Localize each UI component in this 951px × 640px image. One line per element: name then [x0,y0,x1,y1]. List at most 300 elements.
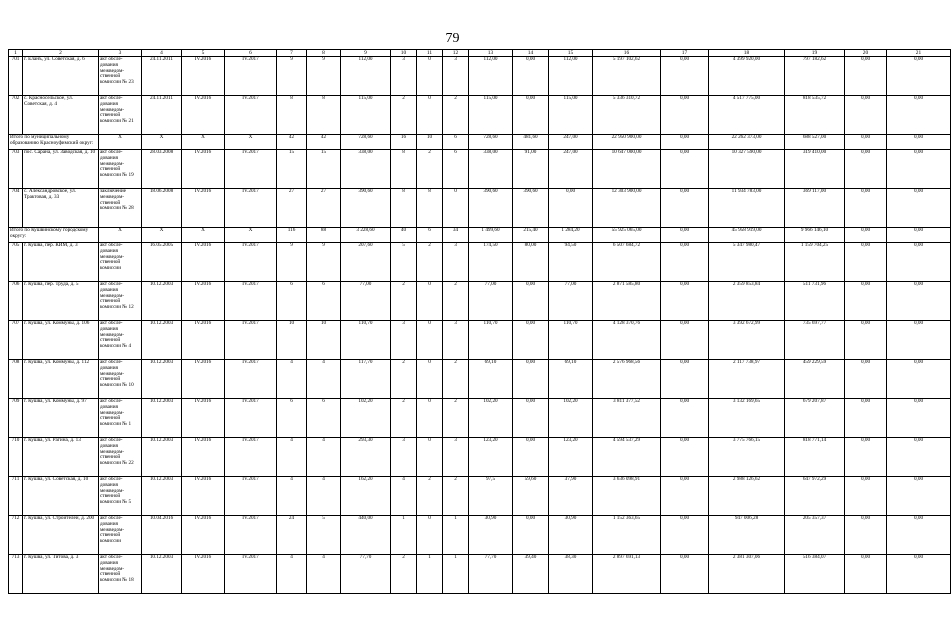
area-resettled-cell: 112,00 [469,57,513,96]
subtotal-cell: X [182,135,225,150]
cost-region-cell: 2 381 307,06 [709,555,785,594]
residents-total-cell: 8 [277,96,307,135]
document-cell: акт обсле-дования межведом-ственной комиссии № 10 [99,360,142,399]
cost-extra-cell: 0,00 [845,516,887,555]
document-date-cell: 10.12.2003 [142,399,182,438]
resettlement-register-table [8,49,951,594]
planned-end-cell: IV.2017 [225,96,277,135]
rooms-total-cell: 4 [391,477,417,516]
cost-local-cell: 319 410,00 [785,150,845,189]
residents-total-cell: 6 [277,282,307,321]
subtotal-cell: 0,00 [661,228,709,243]
area-private-cell: 80,00 [513,243,549,282]
cost-total-cell: 10 647 000,00 [593,150,661,189]
subtotal-cell: X [225,228,277,243]
cost-fund-cell: 0,00 [661,516,709,555]
address-cell: пос. Сарана, ул. Заводская, д. 10 [23,150,99,189]
area-total-cell: 112,00 [341,57,391,96]
residents-resettled-cell: 4 [307,555,341,594]
residents-total-cell: 4 [277,360,307,399]
table-row [9,189,951,228]
document-cell: акт обсле-дования межведом-ственной комиссии № 19 [99,150,142,189]
row-number: 706 [9,282,23,321]
cost-other-cell: 0,00 [887,321,951,360]
residents-resettled-cell: 8 [307,96,341,135]
table-row [9,150,951,189]
subtotal-cell: X [99,228,142,243]
column-header: 7 [277,50,307,57]
document-date-cell: 10.04.2016 [142,516,182,555]
residents-resettled-cell: 5 [307,516,341,555]
residents-resettled-cell: 27 [307,189,341,228]
table-row [9,243,951,282]
planned-start-cell: IV.2016 [182,282,225,321]
document-cell: акт обсле-дования межведом-ственной комиссии № 23 [99,57,142,96]
planned-start-cell: IV.2016 [182,243,225,282]
rooms-private-cell: 0 [417,360,443,399]
area-private-cell: 0,00 [513,321,549,360]
document-date-cell: 10.12.2003 [142,477,182,516]
area-private-cell: 59,60 [513,477,549,516]
subtotal-row [9,135,951,150]
table-row [9,96,951,135]
cost-fund-cell: 0,00 [661,321,709,360]
subtotal-cell: 0,00 [845,135,887,150]
table-row [9,321,951,360]
cost-extra-cell: 0,00 [845,555,887,594]
rooms-private-cell: 2 [417,243,443,282]
rooms-municipal-cell: 3 [443,243,469,282]
cost-region-cell: 5 347 980,47 [709,243,785,282]
address-cell: с. Красносельское, ул. Советская, д. 4 [23,96,99,135]
cost-local-cell: 511 731,96 [785,282,845,321]
cost-extra-cell: 0,00 [845,477,887,516]
cost-fund-cell: 0,00 [661,399,709,438]
subtotal-cell: 0,00 [887,228,951,243]
cost-local-cell: 679 207,87 [785,399,845,438]
column-header: 6 [225,50,277,57]
document-date-cell: 10.12.2003 [142,438,182,477]
rooms-municipal-cell: 3 [443,321,469,360]
area-resettled-cell: 338,00 [469,150,513,189]
subtotal-cell: 1 284,20 [549,228,593,243]
planned-end-cell: IV.2017 [225,555,277,594]
residents-resettled-cell: 4 [307,360,341,399]
area-resettled-cell: 77,70 [469,555,513,594]
column-header: 15 [549,50,593,57]
rooms-municipal-cell: 2 [443,360,469,399]
subtotal-cell: 6 [443,135,469,150]
cost-fund-cell: 0,00 [661,360,709,399]
row-number: 710 [9,438,23,477]
residents-resettled-cell: 6 [307,399,341,438]
cost-region-cell: 2 359 853,84 [709,282,785,321]
cost-other-cell: 0,00 [887,243,951,282]
subtotal-cell: 10 [417,135,443,150]
table-row [9,477,951,516]
cost-region-cell: 11 934 783,00 [709,189,785,228]
cost-total-cell: 5 197 102,62 [593,57,661,96]
cost-region-cell: 947 006,28 [709,516,785,555]
residents-total-cell: 9 [277,243,307,282]
area-resettled-cell: 110,70 [469,321,513,360]
residents-total-cell: 4 [277,555,307,594]
rooms-total-cell: 2 [391,96,417,135]
residents-total-cell: 6 [277,399,307,438]
column-header: 19 [785,50,845,57]
subtotal-cell: 728,60 [341,135,391,150]
column-header: 21 [887,50,951,57]
residents-total-cell: 4 [277,438,307,477]
residents-resettled-cell: 4 [307,438,341,477]
area-total-cell: 102,20 [341,399,391,438]
cost-local-cell: 516 384,07 [785,555,845,594]
cost-local-cell: 735 697,77 [785,321,845,360]
address-cell: г. Кушва, пер. КИМ, д. 3 [23,243,99,282]
planned-start-cell: IV.2016 [182,96,225,135]
rooms-total-cell: 3 [391,321,417,360]
address-cell: с. Александровское, ул. Трактовая, д. 33 [23,189,99,228]
rooms-total-cell: 3 [391,438,417,477]
cost-total-cell: 5 336 310,72 [593,96,661,135]
document-date-cell: 10.12.2003 [142,555,182,594]
cost-local-cell: 1 159 704,25 [785,243,845,282]
subtotal-cell: X [225,135,277,150]
cost-fund-cell: 0,00 [661,57,709,96]
cost-region-cell: 3 775 766,15 [709,438,785,477]
subtotal-cell: 22 262 373,00 [709,135,785,150]
planned-start-cell: IV.2016 [182,321,225,360]
row-number: 705 [9,243,23,282]
subtotal-cell: 728,60 [469,135,513,150]
document-date-cell: 24.11.2011 [142,57,182,96]
residents-resettled-cell: 15 [307,150,341,189]
cost-region-cell: 4 399 920,00 [709,57,785,96]
planned-start-cell: IV.2016 [182,399,225,438]
planned-start-cell: IV.2016 [182,189,225,228]
cost-extra-cell: 0,00 [845,438,887,477]
cost-total-cell: 3 636 098,91 [593,477,661,516]
cost-total-cell: 2 871 585,80 [593,282,661,321]
area-resettled-cell: 115,00 [469,96,513,135]
planned-start-cell: IV.2016 [182,555,225,594]
cost-total-cell: 12 303 900,00 [593,189,661,228]
cost-extra-cell: 0,00 [845,282,887,321]
area-total-cell: 293,30 [341,438,391,477]
cost-other-cell: 0,00 [887,96,951,135]
area-resettled-cell: 97,5 [469,477,513,516]
rooms-private-cell: 0 [417,438,443,477]
cost-region-cell: 2 988 126,62 [709,477,785,516]
rooms-total-cell: 8 [391,150,417,189]
document-date-cell: 24.11.2011 [142,96,182,135]
document-date-cell: 18.06.2008 [142,189,182,228]
cost-local-cell: 818 771,14 [785,438,845,477]
subtotal-cell: X [142,228,182,243]
cost-extra-cell: 0,00 [845,96,887,135]
cost-extra-cell: 0,00 [845,189,887,228]
area-private-cell: 0,00 [513,438,549,477]
subtotal-cell: X [142,135,182,150]
document-cell: акт обсле-дования межведом-ственной комиссии № 12 [99,282,142,321]
subtotal-cell: 42 [277,135,307,150]
subtotal-cell: 247,00 [549,135,593,150]
cost-local-cell: 459 229,59 [785,360,845,399]
rooms-municipal-cell: 2 [443,477,469,516]
area-resettled-cell: 390,60 [469,189,513,228]
area-total-cell: 77,70 [341,555,391,594]
column-header: 12 [443,50,469,57]
rooms-municipal-cell: 2 [443,96,469,135]
area-municipal-cell: 38,30 [549,555,593,594]
area-total-cell: 117,70 [341,360,391,399]
column-header: 1 [9,50,23,57]
residents-total-cell: 24 [277,516,307,555]
residents-total-cell: 10 [277,321,307,360]
area-municipal-cell: 247,00 [549,150,593,189]
rooms-total-cell: 1 [391,516,417,555]
address-cell: г. Кушва, пер. Труда, д. 5 [23,282,99,321]
cost-region-cell: 4 517 775,00 [709,96,785,135]
address-cell: г. Кушва, ул. Рагина, д. 13 [23,438,99,477]
area-resettled-cell: 30,90 [469,516,513,555]
rooms-private-cell: 8 [417,189,443,228]
column-header: 17 [661,50,709,57]
page-number: 79 [445,31,460,46]
document-date-cell: 10.12.2003 [142,360,182,399]
area-private-cell: 0,00 [513,96,549,135]
row-number: 701 [9,57,23,96]
subtotal-cell: 40 [391,228,417,243]
planned-start-cell: IV.2016 [182,150,225,189]
area-resettled-cell: 77,00 [469,282,513,321]
area-private-cell: 39,40 [513,555,549,594]
area-total-cell: 110,70 [341,321,391,360]
document-cell: акт обсле-дования межведом-ственной комиссии [99,243,142,282]
table-row [9,399,951,438]
address-cell: г. Кушва, ул. Советская, д. 10 [23,477,99,516]
residents-total-cell: 9 [277,57,307,96]
rooms-municipal-cell: 1 [443,516,469,555]
cost-total-cell: 4 594 537,29 [593,438,661,477]
planned-end-cell: IV.2017 [225,516,277,555]
cost-fund-cell: 0,00 [661,189,709,228]
rooms-private-cell: 0 [417,516,443,555]
rooms-municipal-cell: 2 [443,399,469,438]
column-header: 8 [307,50,341,57]
area-total-cell: 207,60 [341,243,391,282]
cost-region-cell: 3 132 169,65 [709,399,785,438]
planned-start-cell: IV.2016 [182,516,225,555]
area-resettled-cell: 102,20 [469,399,513,438]
address-cell: г. Кушва, ул. Коммуны, д. 97 [23,399,99,438]
cost-local-cell: 369 117,00 [785,189,845,228]
subtotal-cell: X [99,135,142,150]
cost-other-cell: 0,00 [887,438,951,477]
cost-other-cell: 0,00 [887,282,951,321]
subtotal-cell: 88 [307,228,341,243]
area-total-cell: 115,00 [341,96,391,135]
document-cell: акт обсле-дования межведом-ственной комиссии № 21 [99,96,142,135]
residents-resettled-cell: 9 [307,243,341,282]
area-municipal-cell: 37,90 [549,477,593,516]
document-cell: акт обсле-дования межведом-ственной комиссии № 1 [99,399,142,438]
cost-fund-cell: 0,00 [661,150,709,189]
row-number: 708 [9,360,23,399]
cost-fund-cell: 0,00 [661,555,709,594]
subtotal-cell: 45 958 919,00 [709,228,785,243]
subtotal-cell: 481,60 [513,135,549,150]
cost-extra-cell: 0,00 [845,321,887,360]
rooms-total-cell: 2 [391,555,417,594]
address-cell: г. Кушва, ул. Строителей, д. 200 [23,516,99,555]
table-row [9,57,951,96]
area-municipal-cell: 0,00 [549,189,593,228]
planned-end-cell: IV.2017 [225,282,277,321]
planned-start-cell: IV.2016 [182,438,225,477]
area-total-cell: 77,00 [341,282,391,321]
cost-fund-cell: 0,00 [661,282,709,321]
table-row [9,516,951,555]
subtotal-cell: X [182,228,225,243]
table-row [9,438,951,477]
document-cell: акт обсле-дования межведом-ственной комиссии № 4 [99,321,142,360]
cost-other-cell: 0,00 [887,555,951,594]
residents-resettled-cell: 4 [307,477,341,516]
cost-total-cell: 3 811 377,52 [593,399,661,438]
table-row [9,282,951,321]
planned-start-cell: IV.2016 [182,57,225,96]
cost-other-cell: 0,00 [887,189,951,228]
residents-resettled-cell: 9 [307,57,341,96]
document-cell: акт обсле-дования межведом-ственной комиссии № 22 [99,438,142,477]
rooms-total-cell: 2 [391,282,417,321]
area-total-cell: 390,60 [341,189,391,228]
subtotal-cell: 16 [391,135,417,150]
cost-fund-cell: 0,00 [661,96,709,135]
cost-local-cell: 647 972,29 [785,477,845,516]
cost-region-cell: 3 392 672,99 [709,321,785,360]
address-cell: г. Кушва, ул. Титова, д. 3 [23,555,99,594]
rooms-municipal-cell: 3 [443,438,469,477]
subtotal-cell: 6 [417,228,443,243]
area-private-cell: 0,00 [513,399,549,438]
document-date-cell: 10.12.2003 [142,321,182,360]
subtotal-label: Итого по муниципальному образованию Красноуфимский округ: [9,135,99,150]
cost-fund-cell: 0,00 [661,438,709,477]
document-cell: акт обсле-дования межведом-ственной комиссии № 18 [99,555,142,594]
address-cell: г. Еланъ, ул. Советская, д. 6 [23,57,99,96]
area-municipal-cell: 77,00 [549,282,593,321]
subtotal-cell: 0,00 [845,228,887,243]
rooms-total-cell: 3 [391,57,417,96]
subtotal-cell: 22 950 900,00 [593,135,661,150]
residents-total-cell: 27 [277,189,307,228]
subtotal-cell: 215,40 [513,228,549,243]
column-header: 2 [23,50,99,57]
cost-other-cell: 0,00 [887,477,951,516]
cost-total-cell: 2 576 968,56 [593,360,661,399]
cost-total-cell: 1 152 363,65 [593,516,661,555]
document-date-cell: 16.05.2005 [142,243,182,282]
subtotal-cell: 9 966 146,10 [785,228,845,243]
cost-fund-cell: 0,00 [661,243,709,282]
planned-end-cell: IV.2017 [225,399,277,438]
area-resettled-cell: 174,50 [469,243,513,282]
document-date-cell: 10.12.2003 [142,282,182,321]
document-cell: заключение межведом-ственной комиссии № 28 [99,189,142,228]
cost-other-cell: 0,00 [887,57,951,96]
cost-other-cell: 0,00 [887,516,951,555]
address-cell: г. Кушва, ул. Коммуны, д. 106 [23,321,99,360]
rooms-private-cell: 0 [417,57,443,96]
area-private-cell: 0,00 [513,57,549,96]
rooms-private-cell: 0 [417,282,443,321]
column-header: 4 [142,50,182,57]
area-municipal-cell: 30,90 [549,516,593,555]
row-number: 707 [9,321,23,360]
planned-end-cell: IV.2017 [225,243,277,282]
subtotal-cell: 116 [277,228,307,243]
cost-other-cell: 0,00 [887,399,951,438]
rooms-total-cell: 8 [391,189,417,228]
rooms-total-cell: 2 [391,399,417,438]
planned-end-cell: IV.2017 [225,360,277,399]
cost-region-cell: 2 117 738,97 [709,360,785,399]
residents-resettled-cell: 10 [307,321,341,360]
rooms-municipal-cell: 0 [443,189,469,228]
area-total-cell: 440,00 [341,516,391,555]
subtotal-cell: 42 [307,135,341,150]
row-number: 703 [9,150,23,189]
cost-other-cell: 0,00 [887,150,951,189]
cost-region-cell: 10 327 590,00 [709,150,785,189]
planned-end-cell: IV.2017 [225,438,277,477]
column-header: 18 [709,50,785,57]
column-header: 10 [391,50,417,57]
rooms-private-cell: 2 [417,150,443,189]
area-total-cell: 338,00 [341,150,391,189]
planned-start-cell: IV.2016 [182,477,225,516]
area-municipal-cell: 94,50 [549,243,593,282]
table-row [9,555,951,594]
area-municipal-cell: 102,20 [549,399,593,438]
column-header: 5 [182,50,225,57]
planned-end-cell: IV.2017 [225,150,277,189]
residents-total-cell: 4 [277,477,307,516]
residents-total-cell: 15 [277,150,307,189]
cost-fund-cell: 0,00 [661,477,709,516]
rooms-municipal-cell: 3 [443,57,469,96]
subtotal-cell: 0,00 [887,135,951,150]
column-header: 20 [845,50,887,57]
row-number: 704 [9,189,23,228]
subtotal-cell: 34 [443,228,469,243]
column-header: 11 [417,50,443,57]
planned-end-cell: IV.2017 [225,477,277,516]
area-resettled-cell: 69,10 [469,360,513,399]
rooms-total-cell: 5 [391,243,417,282]
rooms-private-cell: 0 [417,321,443,360]
column-header: 9 [341,50,391,57]
area-municipal-cell: 123,20 [549,438,593,477]
area-private-cell: 0,00 [513,360,549,399]
rooms-municipal-cell: 1 [443,555,469,594]
cost-extra-cell: 0,00 [845,150,887,189]
area-private-cell: 0,00 [513,516,549,555]
area-municipal-cell: 110,70 [549,321,593,360]
area-resettled-cell: 123,20 [469,438,513,477]
